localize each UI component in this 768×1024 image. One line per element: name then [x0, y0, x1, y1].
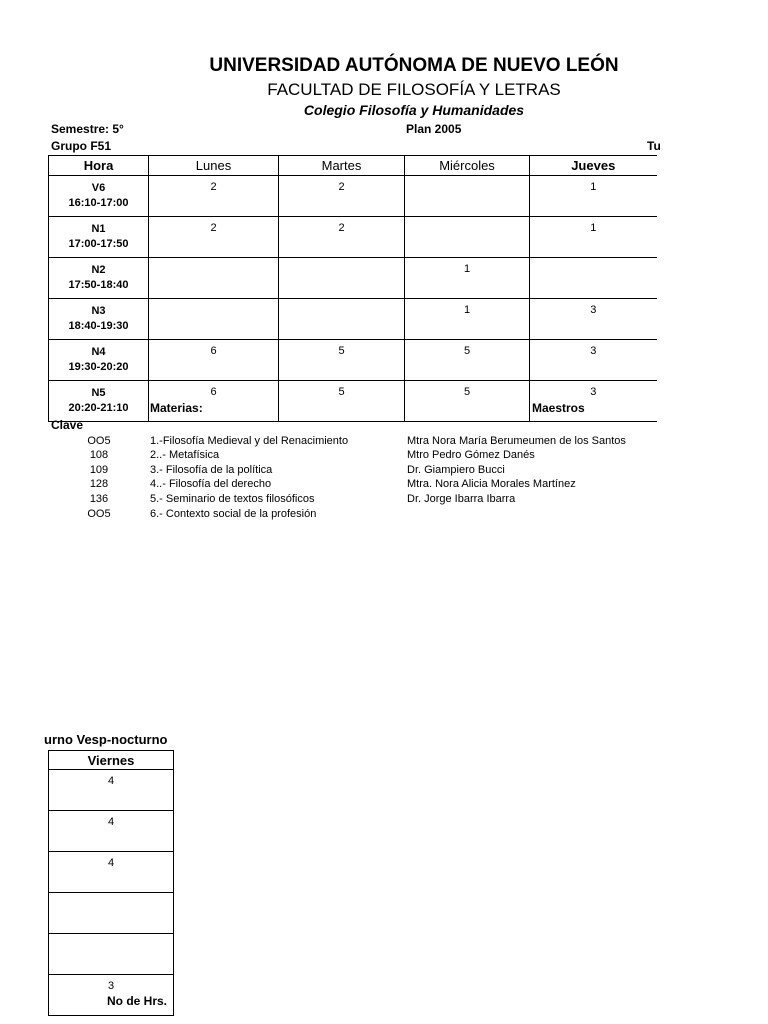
university-title: UNIVERSIDAD AUTÓNOMA DE NUEVO LEÓN [209, 55, 619, 76]
cell: 4 [49, 811, 174, 852]
cell: 5 [405, 340, 530, 381]
materia-item: 4..- Filosofía del derecho [150, 478, 272, 490]
cell [279, 299, 405, 340]
cell [405, 217, 530, 258]
table-row [49, 934, 174, 975]
cell: 3 [530, 381, 657, 422]
maestros-heading: Maestros [532, 401, 585, 415]
materia-item: 1.-Filosofía Medieval y del Renacimiento [150, 435, 349, 447]
cell [279, 258, 405, 299]
table-row [49, 852, 174, 893]
maestro-item: Mtra. Nora Alicia Morales Martínez [407, 478, 576, 490]
maestro-item: Dr. Jorge Ibarra Ibarra [407, 493, 516, 505]
cell: 1 [405, 299, 530, 340]
hours-label: No de Hrs. [107, 994, 168, 1008]
hour-cell: N1 17:00-17:50 [49, 217, 149, 258]
cell [49, 934, 174, 975]
table-row [49, 811, 174, 852]
materias-heading: Materias: [150, 401, 203, 415]
cell: 4 [49, 852, 174, 893]
turno-label: urno Vesp-nocturno [44, 732, 168, 747]
hour-cell: N2 17:50-18:40 [49, 258, 149, 299]
cell: 3 [530, 340, 657, 381]
col-martes: Martes [279, 156, 405, 176]
maestro-item: Mtra Nora María Berumeumen de los Santos [407, 435, 626, 447]
turno-fragment-top: Tu [647, 139, 661, 153]
cell [405, 176, 530, 217]
table-row [49, 217, 657, 258]
cell: 1 [530, 217, 657, 258]
col-hora: Hora [49, 156, 149, 176]
hour-cell: N3 18:40-19:30 [49, 299, 149, 340]
clave-item: OO5 [87, 435, 111, 447]
college-title: Colegio Filosofía y Humanidades [303, 102, 525, 118]
maestro-item: Mtro Pedro Gómez Danés [407, 449, 535, 461]
clave-item: OO5 [87, 508, 111, 520]
cell: 3 [530, 299, 657, 340]
materia-item: 3.- Filosofía de la política [150, 464, 273, 476]
clave-item: 109 [89, 464, 109, 476]
table-row [49, 299, 657, 340]
schedule-body [48, 175, 657, 422]
cell: 6 [149, 340, 279, 381]
materia-item: 2..- Metafísica [150, 449, 220, 461]
plan-label: Plan 2005 [406, 122, 462, 136]
hour-cell: V6 16:10-17:00 [49, 176, 149, 217]
group-label: Grupo F51 [51, 139, 112, 153]
cell: 2 [279, 176, 405, 217]
cell: 4 [49, 770, 174, 811]
faculty-title: FACULTAD DE FILOSOFÍA Y LETRAS [267, 80, 561, 99]
hour-cell: N4 19:30-20:20 [49, 340, 149, 381]
table-row [49, 176, 657, 217]
cell: 2 [149, 217, 279, 258]
cell: 1 [530, 176, 657, 217]
cell [49, 893, 174, 934]
table-row [49, 770, 174, 811]
cell: 3 [49, 975, 174, 1016]
cell [530, 258, 657, 299]
clave-item: 108 [89, 449, 109, 461]
cell: 6 [149, 381, 279, 422]
materia-item: 6.- Contexto social de la profesión [150, 508, 317, 520]
cell [149, 258, 279, 299]
clave-item: 136 [89, 493, 109, 505]
cell: 5 [279, 381, 405, 422]
clave-item: 128 [89, 478, 109, 490]
materia-item: 5.- Seminario de textos filosóficos [150, 493, 315, 505]
cell: 5 [405, 381, 530, 422]
schedule-header [48, 155, 657, 176]
maestro-item: Dr. Giampiero Bucci [407, 464, 505, 476]
table-row [49, 258, 657, 299]
col-lunes: Lunes [149, 156, 279, 176]
cell: 2 [279, 217, 405, 258]
cell: 1 [405, 258, 530, 299]
hour-cell: N5 20:20-21:10 [49, 381, 149, 422]
table-row [49, 340, 657, 381]
table-row [49, 893, 174, 934]
col-viernes: Viernes [49, 751, 174, 770]
semester-label: Semestre: 5° [51, 122, 124, 136]
cell: 2 [149, 176, 279, 217]
cell [149, 299, 279, 340]
clave-heading: Clave [51, 418, 84, 432]
viernes-table [48, 750, 174, 1016]
col-jueves: Jueves [530, 156, 657, 176]
cell: 5 [279, 340, 405, 381]
col-miercoles: Miércoles [405, 156, 530, 176]
